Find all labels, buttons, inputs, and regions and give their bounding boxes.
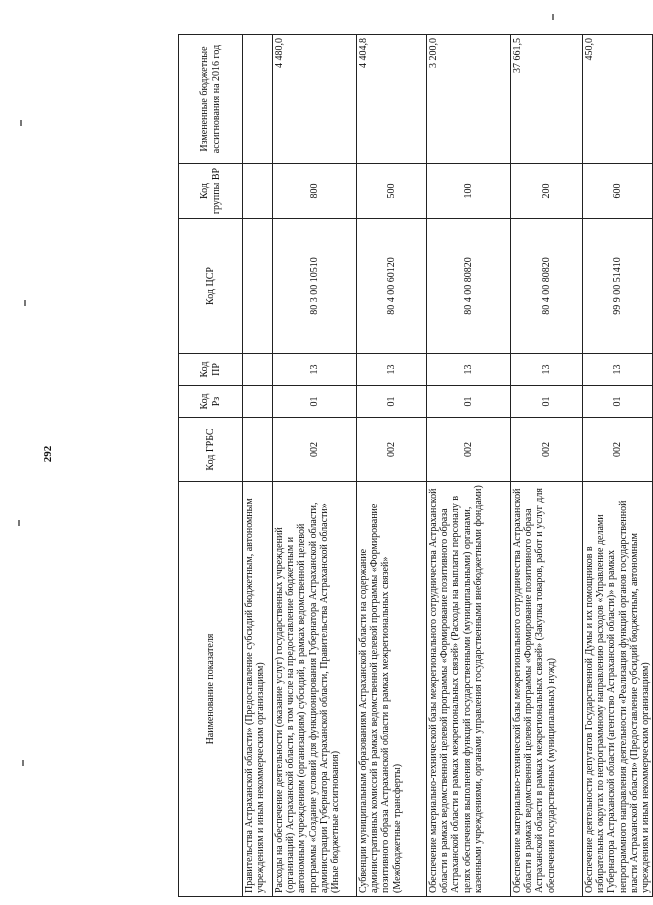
- row-rz: 01: [511, 386, 583, 418]
- scan-speck: [18, 520, 20, 526]
- row-grbs: 002: [427, 418, 511, 482]
- row-amount: [243, 35, 273, 164]
- row-rz: 01: [583, 386, 653, 418]
- row-rz: [243, 386, 273, 418]
- page-number: 292: [42, 445, 54, 463]
- scan-speck: [24, 300, 26, 306]
- row-amount: 37 661,5: [511, 35, 583, 164]
- row-rz: 01: [357, 386, 427, 418]
- row-vr: 600: [583, 164, 653, 219]
- table-row: [243, 35, 273, 897]
- row-pr: 13: [273, 354, 357, 386]
- row-vr: 500: [357, 164, 427, 219]
- row-vr: 800: [273, 164, 357, 219]
- row-grbs: 002: [273, 418, 357, 482]
- table-row: [273, 35, 357, 897]
- row-csr: [243, 219, 273, 354]
- row-vr: 100: [427, 164, 511, 219]
- scan-speck: [552, 14, 554, 20]
- row-rz: 01: [427, 386, 511, 418]
- row-pr: [243, 354, 273, 386]
- header-pr: Код ПР: [179, 354, 243, 386]
- budget-table: [178, 34, 653, 897]
- row-rz: 01: [273, 386, 357, 418]
- row-amount: 4 404,8: [357, 35, 427, 164]
- row-csr: 80 4 00 80820: [427, 219, 511, 354]
- row-vr: 200: [511, 164, 583, 219]
- table-row: [583, 35, 653, 897]
- row-amount: 4 480,0: [273, 35, 357, 164]
- row-amount: 3 200,0: [427, 35, 511, 164]
- row-pr: 13: [583, 354, 653, 386]
- row-amount: 450,0: [583, 35, 653, 164]
- row-name: Расходы на обеспечение деятельности (оказание услуг) государственных учреждений (организаций) Астраханской области, в том числе на предоставление бюджетным и автономным учреждениям (организациям) субсидий, в рамках ведомственной целевой программы «Создание условий для функционирования Губернатора Астраханской области, администрации Губернатора Астраханской области, Правительства Астраханской области» (Иные бюджетные ассигнования): [273, 482, 357, 897]
- row-name: Обеспечение материально-технической базы межрегионального сотрудничества Астраханской области в рамках ведомственной целевой программы «Формирование позитивного образа Астраханской области в рамках межрегиональных связей» (Закупка товаров, работ и услуг для обеспечения государственных (муниципальных) нужд): [511, 482, 583, 897]
- row-name: Правительства Астраханской области» (Предоставление субсидий бюджетным, автономным учреждениям и иным некоммерческим организациям): [243, 482, 273, 897]
- row-pr: 13: [511, 354, 583, 386]
- row-grbs: 002: [583, 418, 653, 482]
- header-name: Наименование показателя: [179, 482, 243, 897]
- header-rz: Код Рз: [179, 386, 243, 418]
- row-grbs: 002: [357, 418, 427, 482]
- table-row: [357, 35, 427, 897]
- header-amount: Измененные бюджетные ассигнования на 2016 год: [179, 35, 243, 164]
- row-grbs: [243, 418, 273, 482]
- table-header-row: [179, 35, 243, 897]
- row-csr: 80 4 00 80820: [511, 219, 583, 354]
- rotated-table-container: [178, 35, 651, 897]
- row-name: Обеспечение материально-технической базы межрегионального сотрудничества Астраханской области в рамках ведомственной целевой программы «Формирование позитивного образа Астраханской области в рамках межрегиональных связей» (Расходы на выплаты персоналу в целях обеспечения выполнения функций государственными (муниципальными) органами, казенными учреждениями, органами управления государственными внебюджетными фондами): [427, 482, 511, 897]
- header-vr: Код группы ВР: [179, 164, 243, 219]
- row-name: Обеспечение деятельности депутатов Государственной Думы и их помощников в избирательных округах по непрограммному направлению расходов «Управление делами Губернатора Астраханской области (агентство Астраханской области)» в рамках непрограммного направления деятельности «Реализация функций органов государственной власти Астраханской области» (Предоставление субсидий бюджетным, автономным учреждениям и иным некоммерческим организациям): [583, 482, 653, 897]
- row-csr: 99 9 00 51410: [583, 219, 653, 354]
- scan-speck: [22, 760, 24, 766]
- scan-speck: [20, 120, 22, 126]
- row-name: Субвенции муниципальным образованиям Астраханской области на содержание административных комиссий в рамках ведомственной целевой программы «Формирование позитивного образа Астраханской области в рамках межрегиональных связей» (Межбюджетные трансферты): [357, 482, 427, 897]
- table-row: [427, 35, 511, 897]
- row-pr: 13: [357, 354, 427, 386]
- header-csr: Код ЦСР: [179, 219, 243, 354]
- row-pr: 13: [427, 354, 511, 386]
- row-csr: 80 4 00 60120: [357, 219, 427, 354]
- row-vr: [243, 164, 273, 219]
- row-grbs: 002: [511, 418, 583, 482]
- table-row: [511, 35, 583, 897]
- row-csr: 80 3 00 10510: [273, 219, 357, 354]
- header-grbs: Код ГРБС: [179, 418, 243, 482]
